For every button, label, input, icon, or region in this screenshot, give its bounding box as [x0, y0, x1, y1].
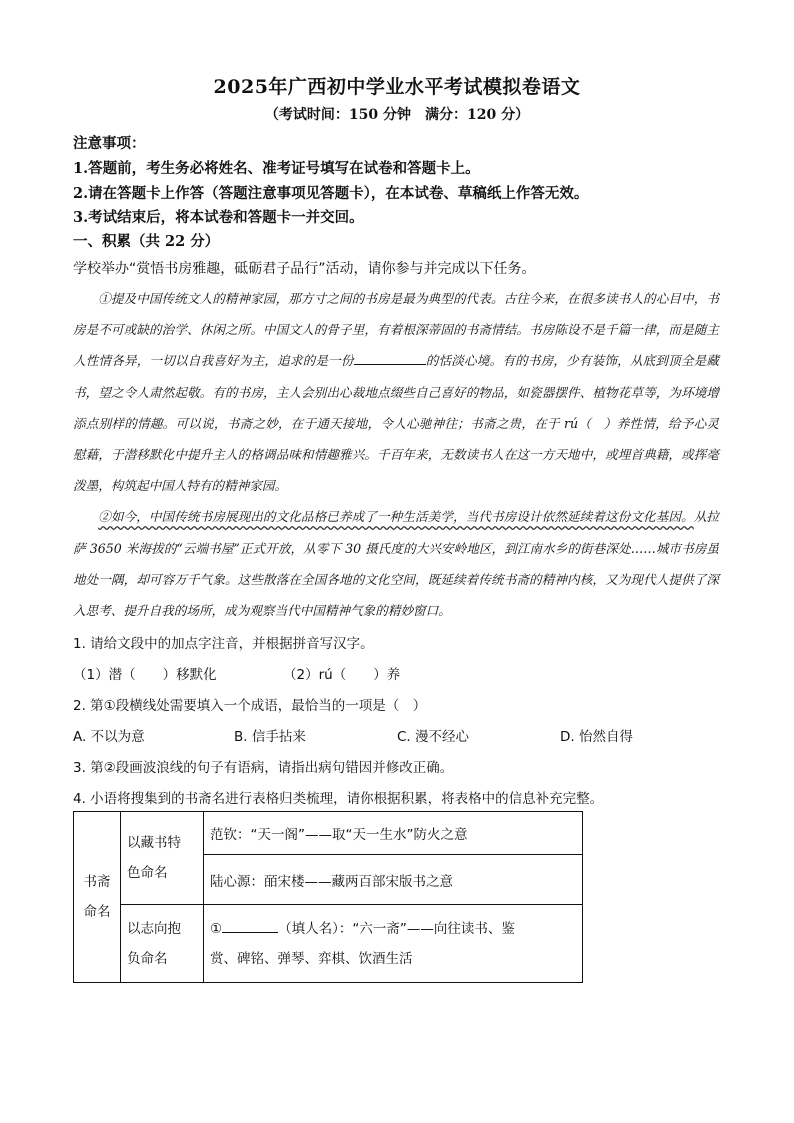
page-title: 2025年广西初中学业水平考试模拟卷语文	[213, 76, 581, 98]
option-b: B. 信手拈来	[234, 729, 306, 745]
option-a: A. 不以为意	[73, 729, 145, 745]
note-item-2: 2.请在答题卡上作答（答题注意事项见答题卡），在本试卷、草稿纸上作答无效。	[73, 185, 589, 202]
note-item-3: 3.考试结束后，将本试卷和答题卡一并交回。	[73, 209, 364, 226]
table-cell: 范钦：“天一阁”——取“天一生水”防火之意	[204, 812, 583, 855]
question-1-item-2: （2）rú（ ）养	[283, 667, 401, 683]
idiom-blank	[354, 352, 426, 365]
table-cell: ① （填人名）：“六一斋”——向往读书、鉴 赏、碑铭、弹琴、弈棋、饮酒生活	[204, 905, 583, 983]
table-row	[74, 812, 583, 855]
question-2: 2. 第①段横线处需要填入一个成语，最恰当的一项是（ ）	[73, 698, 427, 714]
study-name-table	[73, 811, 583, 983]
notes-heading: 注意事项：	[73, 135, 146, 152]
exam-info: （考试时间：150 分钟 满分：120 分）	[264, 107, 530, 123]
note-item-1: 1.答题前，考生务必将姓名、准考证号填写在试卷和答题卡上。	[73, 160, 480, 177]
option-d: D. 怡然自得	[560, 729, 633, 745]
table-main-label: 书斋 命名	[74, 812, 121, 983]
table-category-2: 以志向抱 负命名	[121, 905, 204, 983]
name-blank	[222, 920, 278, 933]
question-4: 4. 小语将搜集到的书斋名进行表格归类梳理，请你根据积累，将表格中的信息补充完整。	[73, 791, 604, 807]
wavy-sentence: ②如今，中国传统书房展现出的文化品格已养成了一种生活美学，当代书房设计依然延续着这份文化基因。	[98, 509, 694, 525]
passage	[73, 283, 719, 626]
table-row	[74, 905, 583, 983]
passage-paragraph-2: ②如今，中国传统书房展现出的文化品格已养成了一种生活美学，当代书房设计依然延续着这份文化基因。从拉萨 3650 米海拔的“云端书屋”正式开放，从零下 30 摄氏度的大兴安岭地区，到江南水乡的街巷深处……城市书房虽地处一隅，却可容万千气象。这些散落在全国各地的文化空间，既延续着传统书斋的精神内核，又为现代人提供了深入思考、提升自我的场所，成为观察当代中国精神气象的精妙窗口。	[73, 509, 720, 619]
table-cell: 陆心源：皕宋楼——藏两百部宋版书之意	[204, 855, 583, 905]
option-c: C. 漫不经心	[397, 729, 470, 745]
question-1: 1. 请给文段中的加点字注音，并根据拼音写汉字。	[73, 636, 374, 652]
question-1-item-1: （1）潜（ ）移默化	[73, 667, 217, 683]
table-category-1: 以藏书特 色命名	[121, 812, 204, 905]
task-intro: 学校举办“赏悟书房雅趣，砥砺君子品行”活动，请你参与并完成以下任务。	[73, 261, 536, 277]
section-heading: 一、积累（共 22 分）	[73, 233, 220, 250]
question-3: 3. 第②段画波浪线的句子有语病，请指出病句错因并修改正确。	[73, 760, 454, 776]
passage-paragraph-1: ①提及中国传统文人的精神家园，那方寸之间的书房是最为典型的代表。古往今来，在很多读书人的心目中，书房是不可或缺的治学、休闲之所。中国文人的骨子里，有着根深蒂固的书斋情结。书房陈设不是千篇一律，而是随主人性情各异，一切以自我喜好为主，追求的是一份 的恬淡心境。有的书房，少有装饰，从底到顶全是藏书，望之令人肃然起敬。有的书房，主人会别出心裁地点缀些自己喜好的物品，如瓷器摆件、植物花草等，为环境增添点别样的情趣。可以说，书斋之妙，在于通天接地，令人心驰神往；书斋之贵，在于 rú（ ）养性情，给予心灵慰藉，于潜移默化中提升主人的格调品味和情趣雅兴。千百年来，无数读书人在这一方天地中，或埋首典籍，或挥毫泼墨，构筑起中国人特有的精神家园。	[73, 291, 720, 494]
